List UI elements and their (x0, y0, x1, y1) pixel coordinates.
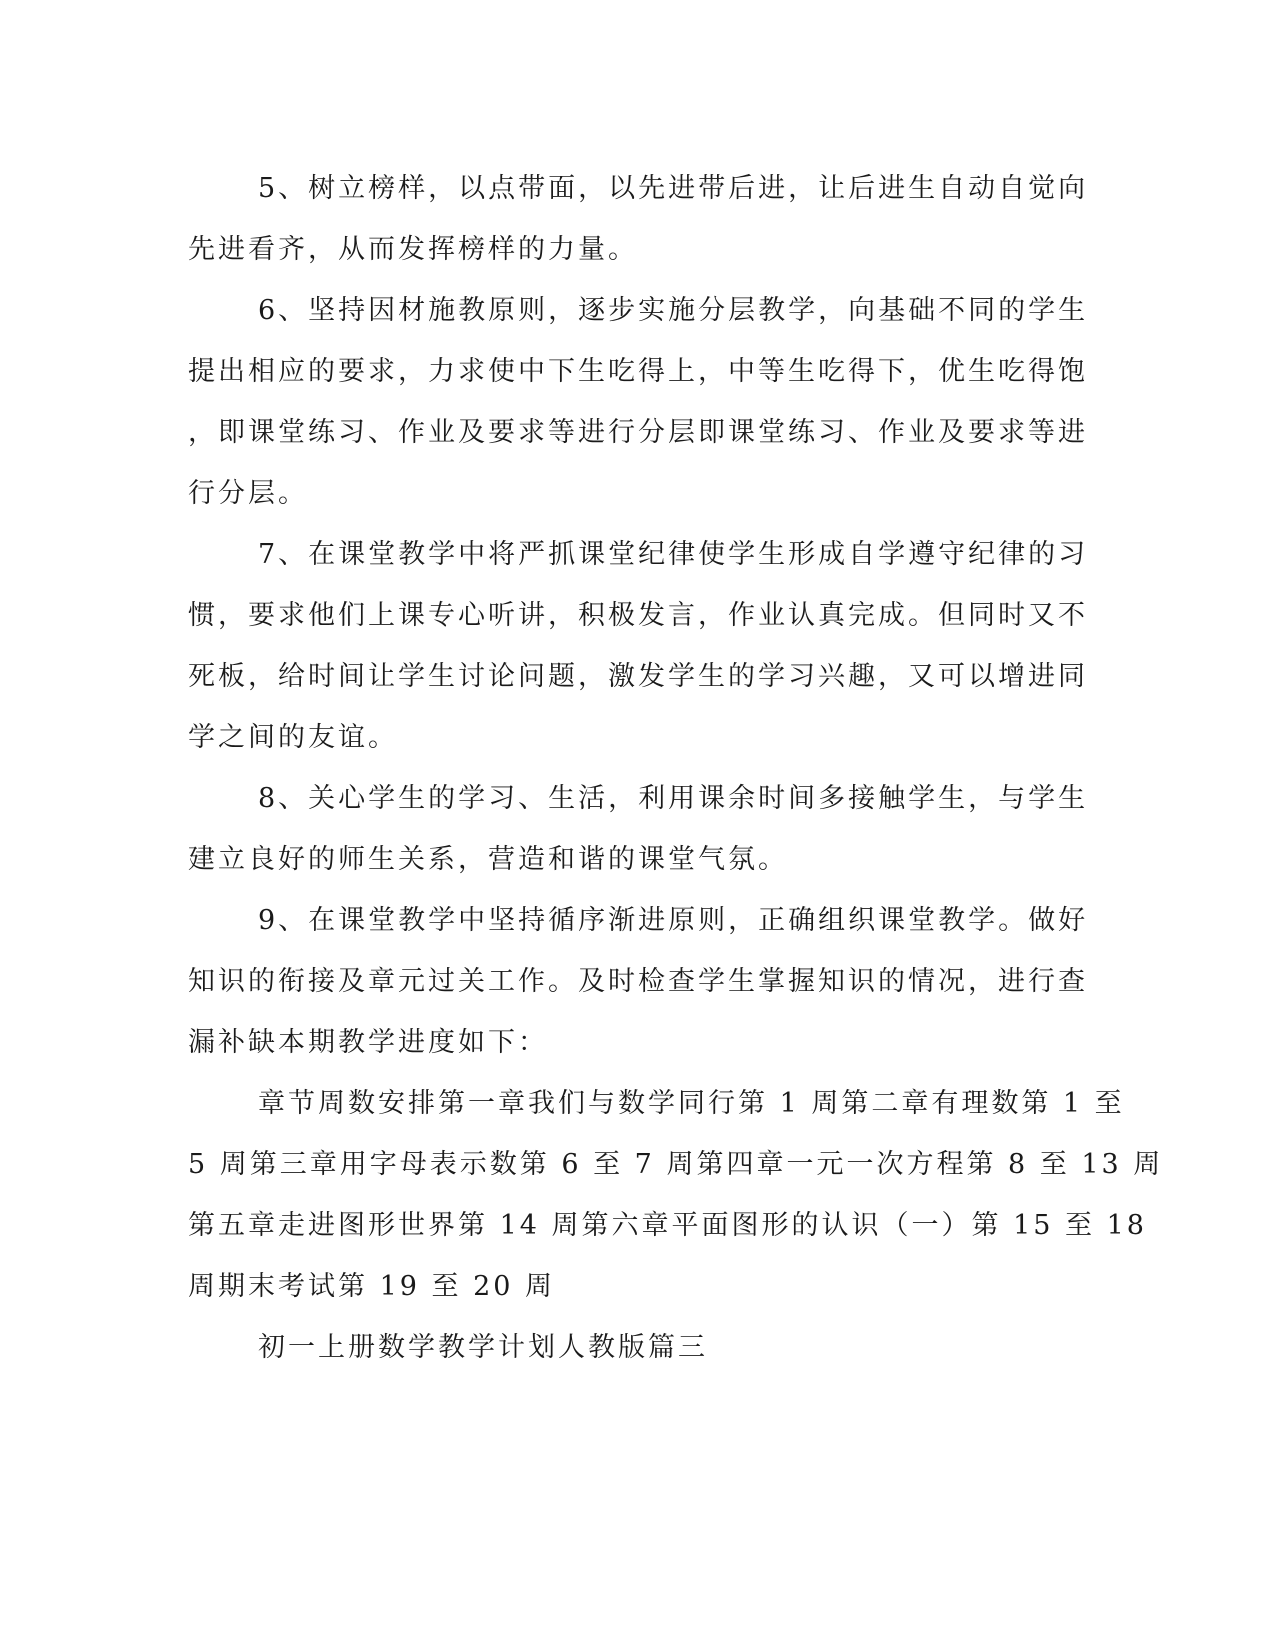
text-line: 9、在课堂教学中坚持循序渐进原则，正确组织课堂教学。做好 (258, 905, 1089, 936)
document-body (188, 158, 1164, 1378)
text-line: 提出相应的要求，力求使中下生吃得上，中等生吃得下，优生吃得饱 (188, 356, 1088, 387)
text-line: 漏补缺本期教学进度如下： (188, 1027, 548, 1058)
paragraph-7 (188, 524, 1089, 768)
text-line: ，即课堂练习、作业及要求等进行分层即课堂练习、作业及要求等进 (188, 417, 1088, 448)
paragraph-5 (188, 158, 1089, 280)
text-line: 建立良好的师生关系，营造和谐的课堂气氛。 (188, 844, 788, 875)
text-line: 5 周第三章用字母表示数第 6 至 7 周第四章一元一次方程第 8 至 13 周 (188, 1149, 1164, 1180)
text-line: 行分层。 (188, 478, 308, 509)
paragraph-6 (188, 280, 1089, 524)
text-line: 周期末考试第 19 至 20 周 (188, 1271, 556, 1302)
text-line: 6、坚持因材施教原则，逐步实施分层教学，向基础不同的学生 (258, 295, 1089, 326)
text-line: 5、树立榜样，以点带面，以先进带后进，让后进生自动自觉向 (258, 173, 1089, 204)
section-heading (188, 1317, 1063, 1378)
text-line: 学之间的友谊。 (188, 722, 398, 753)
text-line: 死板，给时间让学生讨论问题，激发学生的学习兴趣，又可以增进同 (188, 661, 1088, 692)
text-line: 知识的衔接及章元过关工作。及时检查学生掌握知识的情况，进行查 (188, 966, 1088, 997)
text-line: 8、关心学生的学习、生活，利用课余时间多接触学生，与学生 (258, 783, 1089, 814)
paragraph-9 (188, 890, 1089, 1073)
schedule-paragraph (188, 1073, 1164, 1317)
text-line: 7、在课堂教学中将严抓课堂纪律使学生形成自学遵守纪律的习 (258, 539, 1089, 570)
text-line: 章节周数安排第一章我们与数学同行第 1 周第二章有理数第 1 至 (258, 1088, 1125, 1119)
paragraph-8 (188, 768, 1089, 890)
text-line: 初一上册数学教学计划人教版篇三 (258, 1332, 708, 1363)
text-line: 惯，要求他们上课专心听讲，积极发言，作业认真完成。但同时又不 (188, 600, 1088, 631)
text-line: 第五章走进图形世界第 14 周第六章平面图形的认识（一）第 15 至 18 (188, 1210, 1147, 1241)
text-line: 先进看齐，从而发挥榜样的力量。 (188, 234, 638, 265)
